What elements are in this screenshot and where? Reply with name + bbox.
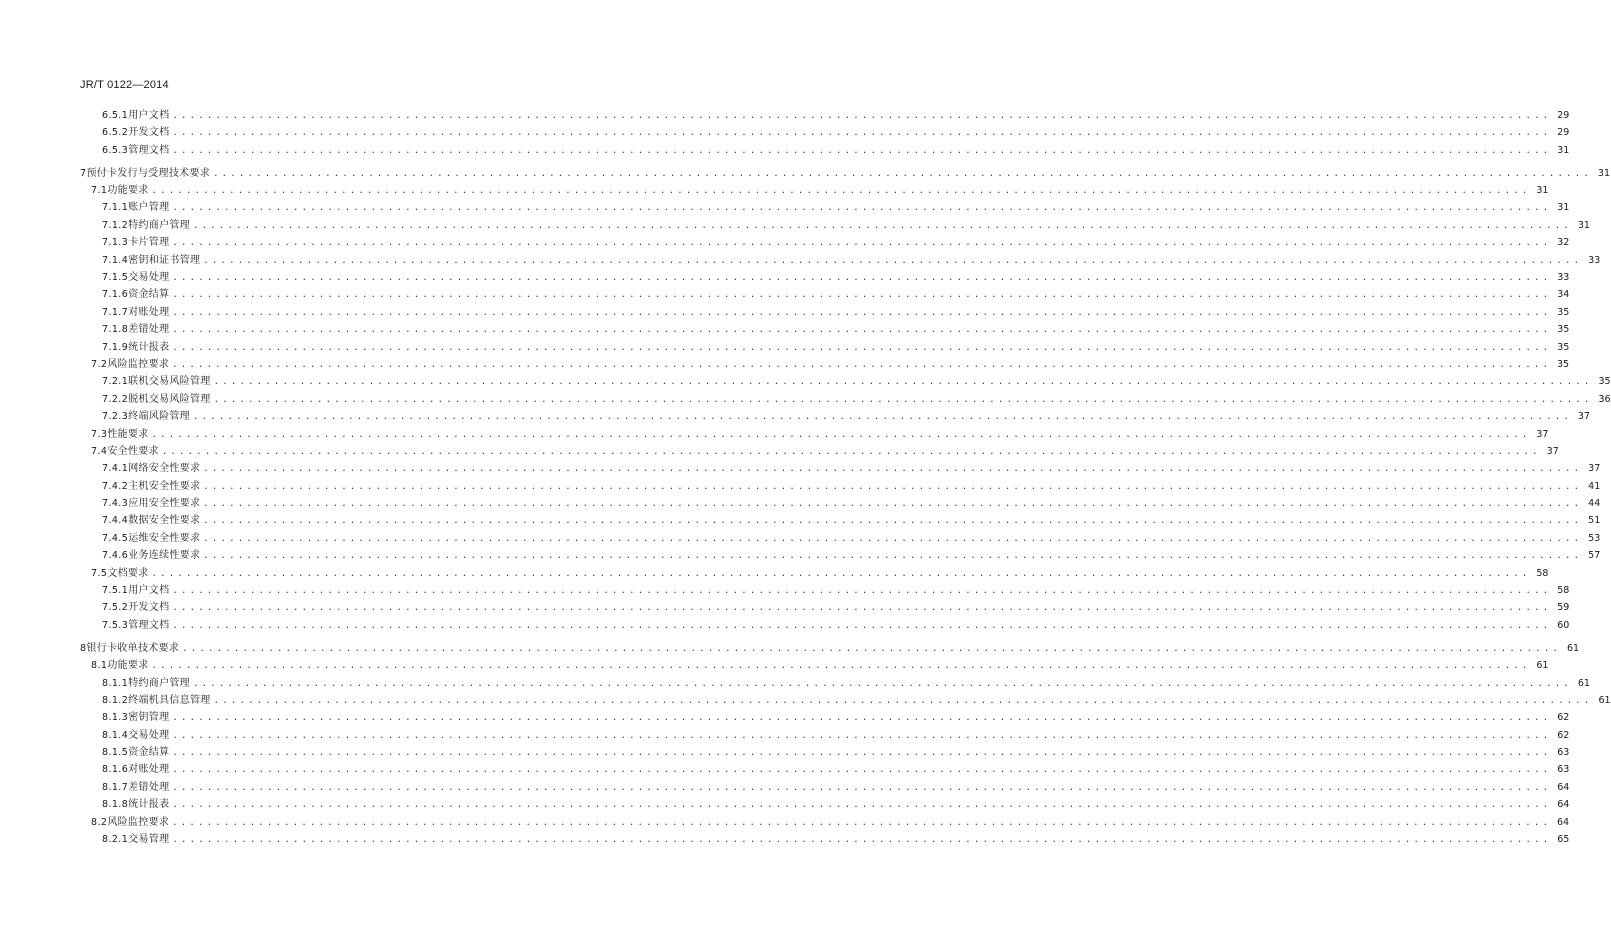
toc-entry-title: 功能要求 [107,185,149,197]
toc-entry[interactable] [80,373,1611,390]
toc-entry[interactable] [80,617,1570,634]
toc-dot-leader: ................................................................................................................................................................ [161,446,1541,457]
toc-entry-title: 特约商户管理 [128,677,190,689]
toc-entry-page: 32 [1557,237,1570,249]
toc-entry-number: 7.2.3 [102,411,129,423]
toc-entry-page: 37 [1577,411,1590,423]
toc-entry-title: 性能要求 [107,428,149,440]
toc-entry-title: 风险监控要求 [107,816,170,828]
toc-entry[interactable] [80,142,1570,159]
toc-entry-page: 63 [1557,764,1570,776]
toc-dot-leader: ................................................................................................................................................................ [151,429,1531,440]
toc-entry-number: 8 [80,642,87,654]
toc-dot-leader: ................................................................................................................................................................ [203,533,1583,544]
toc-entry[interactable] [80,199,1570,216]
toc-dot-leader: ................................................................................................................................................................ [203,516,1583,527]
toc-entry[interactable] [80,269,1570,286]
toc-entry-number: 8.1.8 [102,799,129,811]
toc-dot-leader: ................................................................................................................................................................ [172,765,1552,776]
toc-entry-page: 64 [1557,781,1570,793]
toc-entry[interactable] [80,286,1570,303]
toc-entry-number: 8.1.7 [102,781,129,793]
document-code-header: JR/T 0122—2014 [80,79,169,91]
toc-entry[interactable] [80,182,1549,199]
toc-entry-number: 7.4 [91,445,108,457]
toc-entry-page: 35 [1557,324,1570,336]
toc-entry[interactable] [80,321,1570,338]
toc-entry-title: 风险监控要求 [107,358,170,370]
toc-entry-number: 7.5.3 [102,619,129,631]
toc-entry[interactable] [80,831,1570,848]
toc-entry-title: 用户文档 [128,110,170,121]
toc-entry-page: 65 [1557,834,1570,846]
toc-entry-number: 7.5.2 [102,602,129,614]
toc-entry-title: 账户管理 [128,202,170,214]
toc-entry-number: 8.2 [91,816,108,828]
toc-entry-page: 53 [1588,532,1601,544]
toc-dot-leader: ................................................................................................................................................................ [172,325,1552,336]
toc-entry[interactable] [80,530,1601,547]
toc-entry-number: 7.3 [91,428,108,440]
toc-entry-page: 64 [1556,816,1570,828]
toc-entry-page: 29 [1557,110,1570,121]
toc-entry-number: 7.1.2 [102,219,129,231]
toc-entry-number: 7.4.2 [102,480,129,492]
toc-entry[interactable] [80,727,1570,744]
toc-entry-title: 功能要求 [107,660,149,672]
toc-entry-number: 6.5.1 [102,110,129,121]
toc-entry-title: 业务连续性要求 [128,550,201,562]
toc-entry-page: 37 [1536,428,1549,440]
toc-entry[interactable] [80,640,1580,657]
toc-entry[interactable] [80,512,1601,529]
toc-entry-title: 银行卡收单技术要求 [86,642,180,654]
toc-entry-page: 63 [1557,747,1570,759]
toc-dot-leader: ................................................................................................................................................................ [213,695,1593,706]
toc-entry-page: 61 [1567,642,1580,654]
toc-entry-page: 41 [1588,480,1601,492]
toc-dot-leader: ................................................................................................................................................................ [203,551,1583,562]
toc-entry-page: 44 [1588,498,1601,510]
toc-entry[interactable] [80,408,1590,425]
toc-entry-number: 7.1.6 [102,289,129,301]
toc-entry-page: 64 [1557,799,1570,811]
toc-entry-number: 7.2.1 [102,376,129,388]
toc-entry-number: 8.1.3 [102,712,129,724]
toc-dot-leader: ................................................................................................................................................................ [172,782,1552,793]
toc-entry-number: 8.1.6 [102,764,129,776]
toc-dot-leader: ................................................................................................................................................................ [203,255,1583,266]
toc-dot-leader: ................................................................................................................................................................ [172,145,1552,156]
toc-dot-leader: ................................................................................................................................................................ [182,643,1562,654]
toc-dot-leader: ................................................................................................................................................................ [151,186,1531,197]
toc-dot-leader: ................................................................................................................................................................ [172,342,1552,353]
toc-entry-title: 交易处理 [128,272,170,284]
toc-entry-page: 33 [1588,254,1601,266]
toc-entry[interactable] [80,657,1549,674]
toc-dot-leader: ................................................................................................................................................................ [172,620,1552,631]
toc-dot-leader: ................................................................................................................................................................ [193,412,1572,423]
toc-dot-leader: ................................................................................................................................................................ [172,290,1552,301]
toc-entry-page: 61 [1598,694,1611,706]
toc-entry-number: 7.1.7 [102,306,129,318]
toc-dot-leader: ................................................................................................................................................................ [203,481,1583,492]
toc-entry-title: 管理文档 [128,619,170,631]
toc-dot-leader: ................................................................................................................................................................ [172,835,1552,846]
toc-entry-title: 应用安全性要求 [128,498,201,510]
toc-entry[interactable] [80,124,1570,141]
toc-entry-page: 51 [1588,515,1601,527]
toc-entry[interactable] [80,217,1590,234]
toc-entry[interactable] [80,582,1570,599]
toc-entry-number: 7.2.2 [102,393,129,405]
toc-entry-number: 7.1.4 [102,254,129,266]
toc-dot-leader: ................................................................................................................................................................ [172,800,1552,811]
toc-entry[interactable] [80,252,1601,269]
toc-entry-title: 网络安全性要求 [128,463,201,475]
toc-entry[interactable] [80,599,1570,616]
toc-entry-number: 7.4.6 [102,550,129,562]
toc-entry-page: 31 [1557,202,1570,214]
toc-entry-number: 8.1.1 [102,677,129,689]
toc-entry-title: 交易处理 [128,729,170,741]
toc-entry-number: 7.1.9 [102,341,129,353]
toc-entry[interactable] [80,692,1611,709]
toc-entry-title: 脱机交易风险管理 [128,393,211,405]
toc-entry-title: 开发文档 [128,127,170,139]
toc-dot-leader: ................................................................................................................................................................ [172,586,1552,597]
toc-dot-leader: ................................................................................................................................................................ [213,377,1593,388]
toc-entry-page: 31 [1597,167,1611,179]
toc-dot-leader: ................................................................................................................................................................ [213,394,1593,405]
toc-entry-number: 7.1 [91,185,108,197]
toc-entry-title: 密钥管理 [128,712,170,724]
toc-entry-title: 开发文档 [128,602,170,614]
toc-entry-number: 8.1 [91,660,108,672]
toc-entry-number: 7.2 [91,358,108,370]
toc-entry-page: 59 [1557,602,1570,614]
toc-entry-title: 资金结算 [128,747,170,759]
toc-entry-number: 7.4.4 [102,515,129,527]
toc-dot-leader: ................................................................................................................................................................ [151,661,1531,672]
toc-entry[interactable] [80,744,1570,761]
toc-entry-number: 8.1.4 [102,729,129,741]
toc-entry-page: 31 [1577,219,1590,231]
toc-entry-page: 37 [1588,463,1601,475]
toc-entry-title: 统计报表 [128,799,170,811]
toc-entry[interactable] [80,443,1559,460]
toc-entry-title: 资金结算 [128,289,170,301]
toc-dot-leader: ................................................................................................................................................................ [172,748,1552,759]
toc-dot-leader: ................................................................................................................................................................ [193,220,1572,231]
toc-entry[interactable] [80,675,1590,692]
toc-entry-number: 7.5 [91,567,108,579]
toc-entry[interactable] [80,107,1570,124]
toc-entry-title: 交易管理 [128,834,170,846]
toc-entry[interactable] [80,796,1570,813]
toc-entry-title: 卡片管理 [128,237,170,249]
toc-dot-leader: ................................................................................................................................................................ [151,568,1531,579]
toc-entry-page: 35 [1598,376,1611,388]
toc-entry-number: 7.4.1 [102,463,129,475]
toc-entry-title: 联机交易风险管理 [128,376,211,388]
toc-dot-leader: ................................................................................................................................................................ [172,359,1552,370]
toc-entry-title: 统计报表 [128,341,170,353]
toc-entry-number: 7 [80,167,87,179]
toc-dot-leader: ................................................................................................................................................................ [172,128,1552,139]
toc-dot-leader: ................................................................................................................................................................ [203,464,1583,475]
toc-entry-page: 35 [1556,358,1570,370]
toc-entry[interactable] [80,234,1570,251]
toc-dot-leader: ................................................................................................................................................................ [172,111,1552,121]
toc-entry-page: 61 [1536,660,1549,672]
toc-entry-page: 62 [1557,729,1570,741]
toc-entry-page: 62 [1557,712,1570,724]
toc-dot-leader: ................................................................................................................................................................ [172,713,1552,724]
toc-entry[interactable] [80,478,1601,495]
toc-entry[interactable] [80,426,1549,443]
toc-entry-number: 8.2.1 [102,834,129,846]
toc-dot-leader: ................................................................................................................................................................ [172,817,1552,828]
toc-entry[interactable] [80,495,1601,512]
table-of-contents [80,107,1611,848]
toc-entry-page: 58 [1557,585,1570,597]
toc-entry[interactable] [80,709,1570,726]
toc-entry-number: 7.1.8 [102,324,129,336]
toc-entry-number: 7.1.3 [102,237,129,249]
toc-entry-page: 37 [1546,445,1559,457]
toc-entry[interactable] [80,565,1549,582]
toc-entry[interactable] [80,304,1570,321]
toc-entry-number: 8.1.2 [102,694,129,706]
toc-dot-leader: ................................................................................................................................................................ [172,273,1552,284]
toc-entry-page: 36 [1598,393,1611,405]
toc-entry-number: 7.4.3 [102,498,129,510]
toc-entry-title: 数据安全性要求 [128,515,201,527]
toc-entry-title: 终端机具信息管理 [128,694,211,706]
toc-dot-leader: ................................................................................................................................................................ [172,603,1552,614]
toc-entry-title: 对账处理 [128,306,170,318]
toc-entry-title: 用户文档 [128,585,170,597]
toc-dot-leader: ................................................................................................................................................................ [172,238,1552,249]
toc-entry-page: 58 [1536,567,1549,579]
toc-entry-title: 管理文档 [128,144,170,156]
toc-entry-page: 34 [1557,289,1570,301]
toc-entry[interactable] [80,165,1611,182]
toc-entry-page: 35 [1557,341,1570,353]
toc-entry-title: 文档要求 [107,567,149,579]
toc-dot-leader: ................................................................................................................................................................ [172,730,1552,741]
toc-entry[interactable] [80,460,1601,477]
toc-entry-page: 31 [1557,144,1570,156]
toc-entry[interactable] [80,391,1611,408]
toc-entry-title: 对账处理 [128,764,170,776]
toc-entry[interactable] [80,814,1570,831]
toc-dot-leader: ................................................................................................................................................................ [213,168,1593,179]
toc-entry[interactable] [80,339,1570,356]
toc-entry[interactable] [80,356,1570,373]
toc-entry[interactable] [80,779,1570,796]
toc-entry-title: 预付卡发行与受理技术要求 [86,167,211,179]
toc-entry-page: 60 [1557,619,1570,631]
toc-entry[interactable] [80,547,1601,564]
toc-dot-leader: ................................................................................................................................................................ [172,307,1552,318]
toc-entry[interactable] [80,761,1570,778]
toc-dot-leader: ................................................................................................................................................................ [193,678,1572,689]
toc-entry-page: 29 [1557,127,1570,139]
toc-entry-page: 35 [1557,306,1570,318]
toc-entry-number: 6.5.3 [102,144,129,156]
toc-entry-title: 终端风险管理 [128,411,190,423]
toc-entry-page: 31 [1536,185,1549,197]
toc-entry-number: 7.1.1 [102,202,129,214]
toc-entry-number: 8.1.5 [102,747,129,759]
toc-entry-number: 7.5.1 [102,585,129,597]
toc-entry-title: 差错处理 [128,781,170,793]
toc-entry-title: 差错处理 [128,324,170,336]
toc-entry-page: 61 [1577,677,1590,689]
toc-entry-number: 7.4.5 [102,532,129,544]
toc-entry-title: 运维安全性要求 [128,532,201,544]
toc-dot-leader: ................................................................................................................................................................ [172,203,1552,214]
toc-entry-title: 特约商户管理 [128,219,190,231]
toc-entry-title: 主机安全性要求 [128,480,201,492]
toc-entry-page: 57 [1588,550,1601,562]
toc-dot-leader: ................................................................................................................................................................ [203,499,1583,510]
toc-entry-number: 7.1.5 [102,272,129,284]
toc-entry-title: 密钥和证书管理 [128,254,201,266]
toc-entry-number: 6.5.2 [102,127,129,139]
toc-entry-title: 安全性要求 [107,445,159,457]
toc-entry-page: 33 [1557,272,1570,284]
